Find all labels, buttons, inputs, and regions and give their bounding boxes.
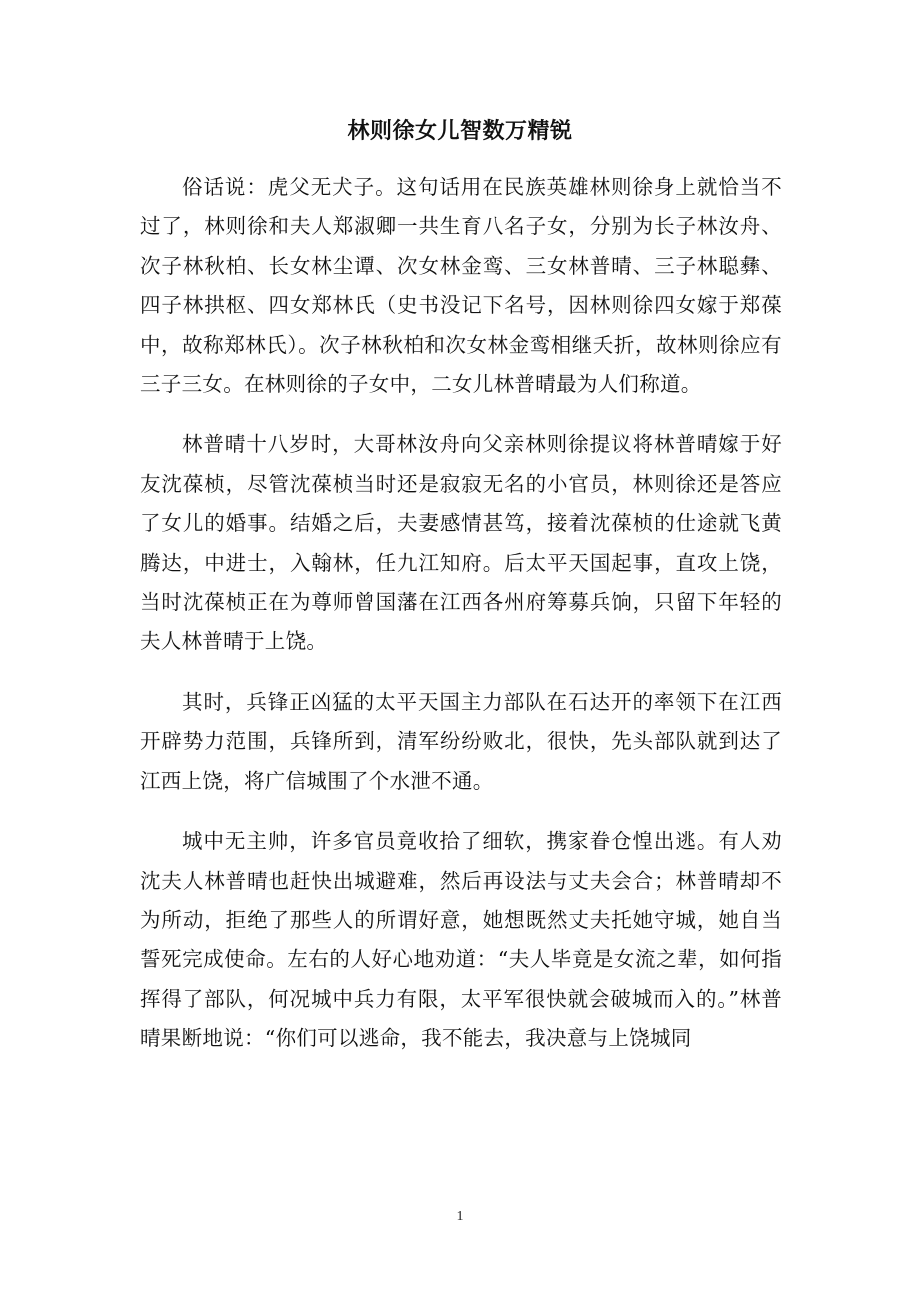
page-number: 1 bbox=[456, 1209, 464, 1224]
paragraph-1: 俗话说：虎父无犬子。这句话用在民族英雄林则徐身上就恰当不过了，林则徐和夫人郑淑卿一共生育八名子女，分别为长子林汝舟、次子林秋柏、长女林尘谭、次女林金鸾、三女林普晴、三子林聪彝、四子林拱枢、四女郑林氏（史书没记下名号，因林则徐四女嫁于郑葆中，故称郑林氏）。次子林秋柏和次女林金鸾相继夭折，故林则徐应有三子三女。在林则徐的子女中，二女儿林普晴最为人们称道。 bbox=[140, 175, 782, 397]
paragraph-4: 城中无主帅，许多官员竟收拾了细软，携家眷仓惶出逃。有人劝沈夫人林普晴也赶快出城避难，然后再设法与丈夫会合；林普晴却不为所动，拒绝了那些人的所谓好意，她想既然丈夫托她守城，她自当誓死完成使命。左右的人好心地劝道：“夫人毕竟是女流之辈，如何指挥得了部队，何况城中兵力有限，太平军很快就会破城而入的。”林普晴果断地说：“你们可以逃命，我不能去，我决意与上饶城同 bbox=[140, 829, 782, 1051]
paragraph-2: 林普晴十八岁时，大哥林汝舟向父亲林则徐提议将林普晴嫁于好友沈葆桢，尽管沈葆桢当时还是寂寂无名的小官员，林则徐还是答应了女儿的婚事。结婚之后，夫妻感情甚笃，接着沈葆桢的仕途就飞黄腾达，中进士，入翰林，任九江知府。后太平天国起事，直攻上饶，当时沈葆桢正在为尊师曾国藩在江西各州府筹募兵饷，只留下年轻的夫人林普晴于上饶。 bbox=[140, 432, 782, 654]
document-title: 林则徐女儿智数万精锐 bbox=[347, 119, 573, 144]
document-body bbox=[140, 168, 782, 1080]
paragraph-3: 其时，兵锋正凶猛的太平天国主力部队在石达开的率领下在江西开辟势力范围，兵锋所到，清军纷纷败北，很快，先头部队就到达了江西上饶，将广信城围了个水泄不通。 bbox=[140, 689, 782, 793]
